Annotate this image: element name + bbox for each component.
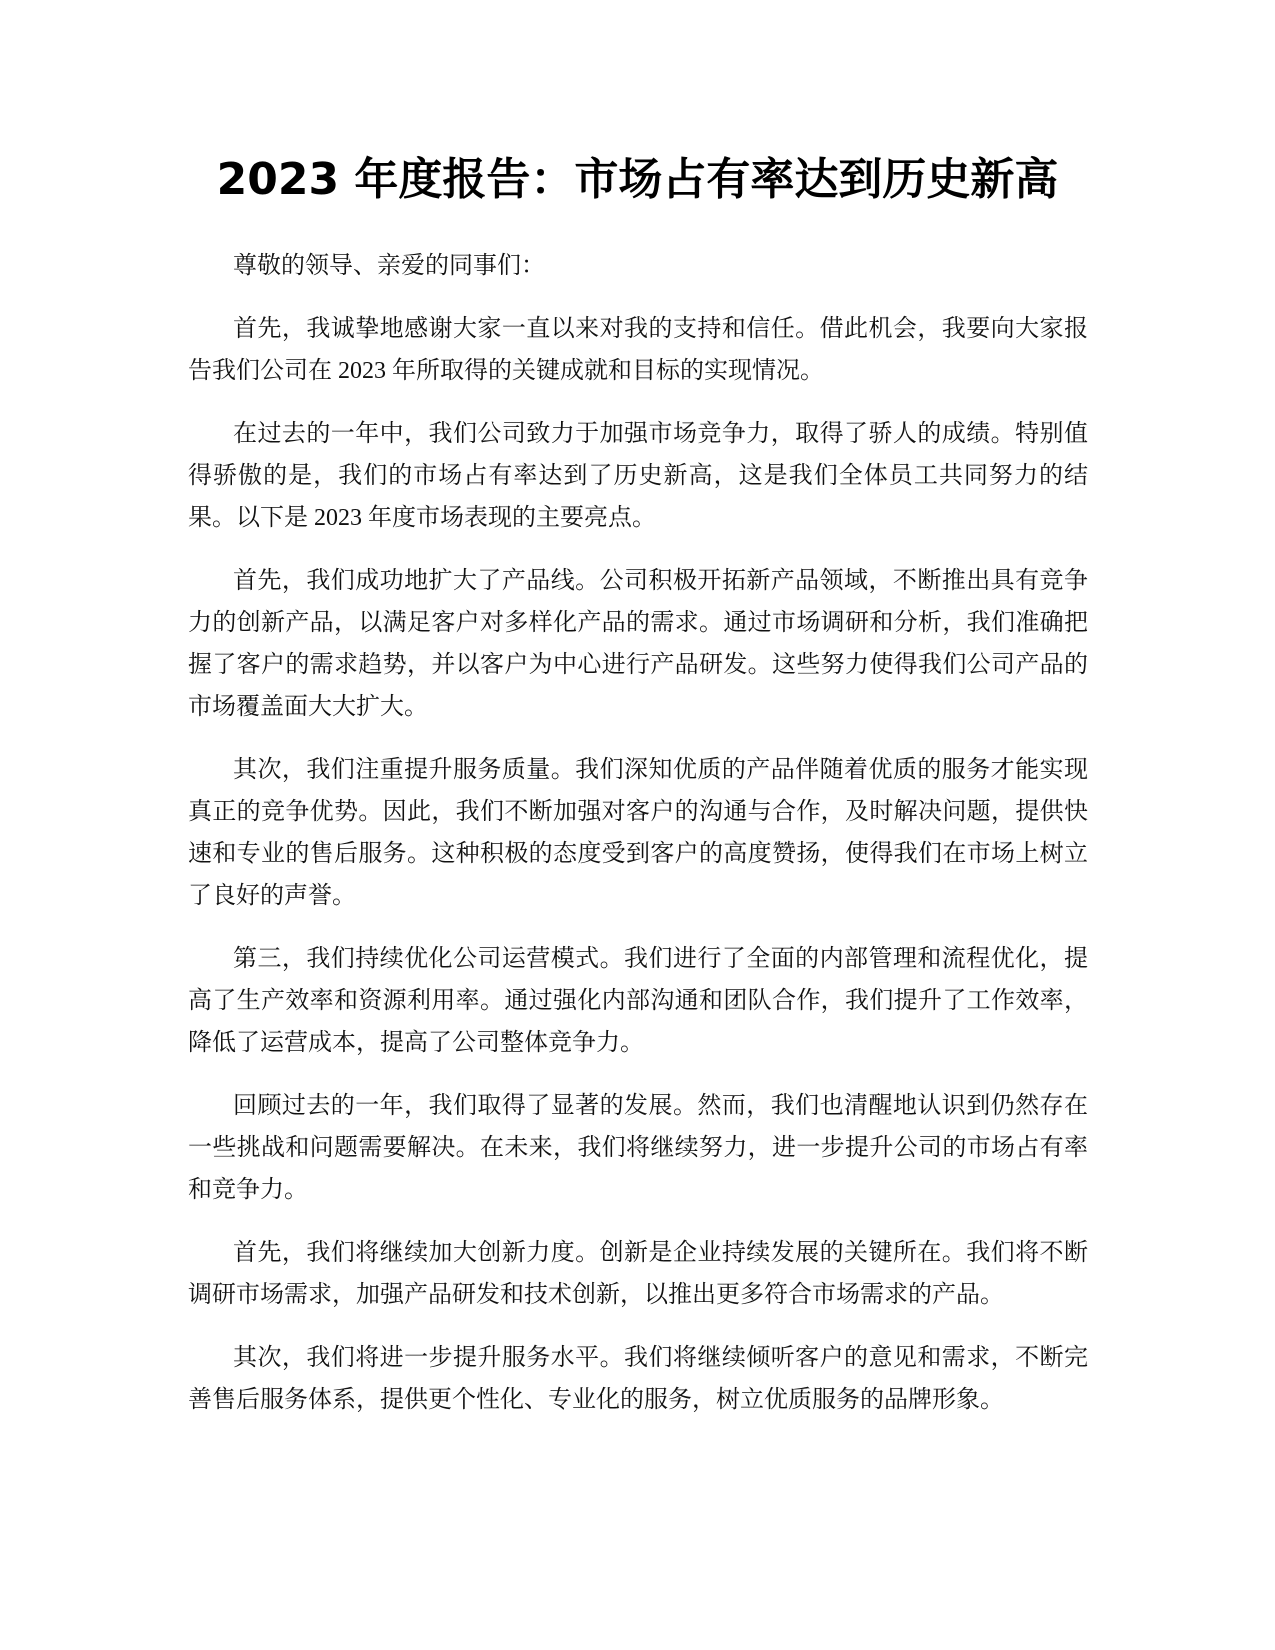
document-body	[188, 245, 1088, 1442]
salutation: 尊敬的领导、亲爱的同事们：	[233, 253, 545, 279]
paragraph: 其次，我们将进一步提升服务水平。我们将继续倾听客户的意见和需求，不断完善售后服务体系，提供更个性化、专业化的服务，树立优质服务的品牌形象。	[188, 1345, 1088, 1413]
paragraph: 首先，我们将继续加大创新力度。创新是企业持续发展的关键所在。我们将不断调研市场需求，加强产品研发和技术创新，以推出更多符合市场需求的产品。	[188, 1240, 1088, 1308]
paragraph: 第三，我们持续优化公司运营模式。我们进行了全面的内部管理和流程优化，提高了生产效率和资源利用率。通过强化内部沟通和团队合作，我们提升了工作效率，降低了运营成本，提高了公司整体竞争力。	[188, 946, 1088, 1056]
paragraph: 首先，我们成功地扩大了产品线。公司积极开拓新产品领域，不断推出具有竞争力的创新产品，以满足客户对多样化产品的需求。通过市场调研和分析，我们准确把握了客户的需求趋势，并以客户为中心进行产品研发。这些努力使得我们公司产品的市场覆盖面大大扩大。	[188, 568, 1088, 720]
paragraph: 在过去的一年中，我们公司致力于加强市场竞争力，取得了骄人的成绩。特别值得骄傲的是，我们的市场占有率达到了历史新高，这是我们全体员工共同努力的结果。以下是 2023 年度市场表现的主要亮点。	[188, 421, 1088, 531]
paragraph: 其次，我们注重提升服务质量。我们深知优质的产品伴随着优质的服务才能实现真正的竞争优势。因此，我们不断加强对客户的沟通与合作，及时解决问题，提供快速和专业的售后服务。这种积极的态度受到客户的高度赞扬，使得我们在市场上树立了良好的声誉。	[188, 757, 1088, 909]
paragraph: 回顾过去的一年，我们取得了显著的发展。然而，我们也清醒地认识到仍然存在一些挑战和问题需要解决。在未来，我们将继续努力，进一步提升公司的市场占有率和竞争力。	[188, 1093, 1088, 1203]
paragraph: 首先，我诚挚地感谢大家一直以来对我的支持和信任。借此机会，我要向大家报告我们公司在 2023 年所取得的关键成就和目标的实现情况。	[188, 316, 1088, 384]
document-title: 2023 年度报告：市场占有率达到历史新高	[216, 154, 1059, 205]
